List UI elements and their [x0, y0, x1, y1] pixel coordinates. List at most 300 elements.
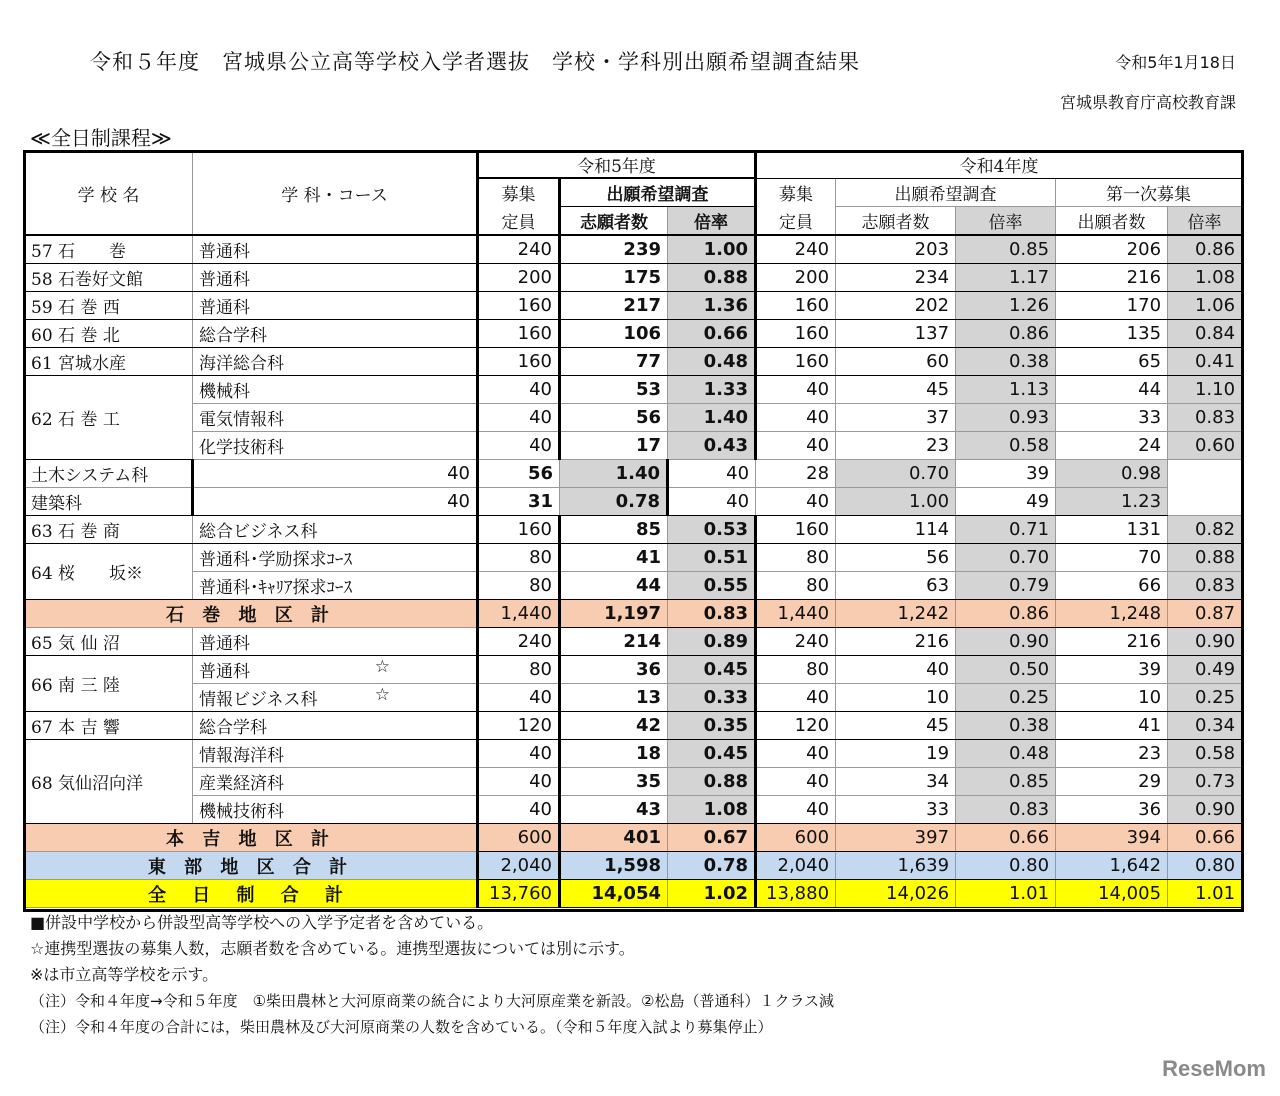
submitted-first: 14,005	[1056, 880, 1168, 908]
ratio-r5: 0.45	[668, 740, 756, 768]
ratio-r5: 0.48	[668, 348, 756, 376]
capacity-r5: 160	[478, 516, 560, 544]
ratio-r4: 0.71	[956, 516, 1056, 544]
capacity-r4: 13,880	[756, 880, 836, 908]
submitted-first: 24	[1056, 432, 1168, 460]
applicants-r4: 114	[836, 516, 956, 544]
course-name	[193, 740, 478, 768]
applicants-r5: 42	[560, 712, 668, 740]
applicants-r4: 397	[836, 824, 956, 852]
header-survey-r4: 出願希望調査	[836, 178, 1056, 207]
applicants-r5: 13	[560, 684, 668, 712]
applicants-r5: 41	[560, 544, 668, 572]
applicants-r4: 23	[836, 432, 956, 460]
ratio-first: 0.60	[1168, 432, 1242, 460]
course-label: 普通科	[199, 634, 250, 654]
submitted-first: 44	[1056, 376, 1168, 404]
capacity-r5: 40	[478, 376, 560, 404]
applicants-r4: 1,639	[836, 852, 956, 880]
ratio-r4: 1.26	[956, 292, 1056, 320]
capacity-r4: 2,040	[756, 852, 836, 880]
table-row	[25, 376, 1242, 404]
course-label: 産業経済科	[199, 774, 284, 794]
applicants-r5: 1,598	[560, 852, 668, 880]
course-name	[193, 712, 478, 740]
capacity-r5: 40	[478, 768, 560, 796]
ratio-first: 0.88	[1168, 544, 1242, 572]
submitted-first: 206	[1056, 235, 1168, 264]
submitted-first: 1,642	[1056, 852, 1168, 880]
header-row-1	[25, 152, 1242, 179]
ratio-first: 0.73	[1168, 768, 1242, 796]
applicants-r4: 216	[836, 628, 956, 656]
ratio-r4: 0.83	[956, 796, 1056, 824]
capacity-r5: 40	[193, 488, 478, 516]
ratio-r4: 0.70	[836, 460, 956, 488]
ratio-r4: 1.01	[956, 880, 1056, 908]
course-label: 総合学科	[199, 326, 267, 346]
ratio-r5: 0.78	[560, 488, 668, 516]
capacity-r5: 160	[478, 320, 560, 348]
ratio-first: 0.98	[1056, 460, 1168, 488]
applicants-r5: 217	[560, 292, 668, 320]
applicants-r5: 106	[560, 320, 668, 348]
ratio-r4: 0.70	[956, 544, 1056, 572]
table-row	[25, 572, 1242, 600]
ratio-first: 0.58	[1168, 740, 1242, 768]
capacity-r5: 40	[478, 432, 560, 460]
table-row	[25, 768, 1242, 796]
applicants-r4: 234	[836, 264, 956, 292]
subtotal-label: 東 部 地 区 合 計	[25, 852, 478, 880]
applicants-r4: 63	[836, 572, 956, 600]
applicants-r5: 56	[478, 460, 560, 488]
submitted-first: 39	[1056, 656, 1168, 684]
table-row	[25, 432, 1242, 460]
capacity-r4: 40	[756, 684, 836, 712]
table-row	[25, 348, 1242, 376]
publish-date: 令和5年1月18日	[1115, 53, 1236, 72]
applicants-r5: 214	[560, 628, 668, 656]
applicants-r4: 56	[836, 544, 956, 572]
header-capacity-r5: 募集	[478, 178, 560, 207]
applicants-r4: 14,026	[836, 880, 956, 908]
resemom-logo: ReseMom	[1162, 1056, 1266, 1081]
course-label: 土木システム科	[31, 466, 149, 486]
ratio-r4: 0.38	[956, 712, 1056, 740]
school-name: 60 石 巻 北	[25, 320, 193, 348]
capacity-r5: 80	[478, 544, 560, 572]
capacity-r4: 160	[756, 292, 836, 320]
applicants-r4: 203	[836, 235, 956, 264]
submitted-first: 1,248	[1056, 600, 1168, 628]
ratio-r5: 0.66	[668, 320, 756, 348]
applicants-r4: 34	[836, 768, 956, 796]
school-name: 68 気仙沼向洋	[25, 740, 193, 824]
ratio-r4: 1.00	[836, 488, 956, 516]
ratio-first: 0.83	[1168, 572, 1242, 600]
applicants-r5: 18	[560, 740, 668, 768]
capacity-r4: 40	[756, 740, 836, 768]
ratio-r5: 0.78	[668, 852, 756, 880]
capacity-r5: 40	[478, 684, 560, 712]
header-ratio-r5: 倍率	[668, 207, 756, 236]
course-label: 機械技術科	[199, 802, 284, 822]
table-row	[25, 460, 1242, 488]
applicants-r5: 239	[560, 235, 668, 264]
submitted-first: 135	[1056, 320, 1168, 348]
subtotal-label: 全 日 制 合 計	[25, 880, 478, 908]
course-name	[193, 572, 478, 600]
capacity-r4: 240	[756, 235, 836, 264]
submitted-first: 70	[1056, 544, 1168, 572]
header-submitted: 出願者数	[1056, 207, 1168, 236]
header-capacity-r5-b: 定員	[478, 207, 560, 236]
capacity-r4: 200	[756, 264, 836, 292]
ratio-r5: 0.33	[668, 684, 756, 712]
ratio-first: 0.82	[1168, 516, 1242, 544]
ratio-r5: 0.88	[668, 264, 756, 292]
results-table	[24, 151, 1242, 908]
submitted-first: 131	[1056, 516, 1168, 544]
submitted-first: 33	[1056, 404, 1168, 432]
ratio-first: 0.86	[1168, 235, 1242, 264]
submitted-first: 170	[1056, 292, 1168, 320]
ratio-first: 0.66	[1168, 824, 1242, 852]
capacity-r4: 80	[756, 572, 836, 600]
course-name	[193, 684, 478, 712]
department: 宮城県教育庁高校教育課	[1059, 93, 1236, 112]
applicants-r5: 401	[560, 824, 668, 852]
ratio-r5: 1.00	[668, 235, 756, 264]
course-name	[193, 432, 478, 460]
capacity-r5: 13,760	[478, 880, 560, 908]
table-row	[25, 796, 1242, 824]
header-capacity-r4-b: 定員	[756, 207, 836, 236]
applicants-r4: 28	[756, 460, 836, 488]
ratio-r5: 0.67	[668, 824, 756, 852]
course-name	[193, 404, 478, 432]
applicants-r5: 56	[560, 404, 668, 432]
table-row	[25, 235, 1242, 264]
ratio-r4: 0.86	[956, 320, 1056, 348]
ratio-r5: 1.36	[668, 292, 756, 320]
ratio-r4: 0.80	[956, 852, 1056, 880]
submitted-first: 216	[1056, 264, 1168, 292]
ratio-first: 1.08	[1168, 264, 1242, 292]
subtotal-label: 本 吉 地 区 計	[25, 824, 478, 852]
table-row	[25, 404, 1242, 432]
capacity-r5: 240	[478, 628, 560, 656]
subtotal-label: 石 巻 地 区 計	[25, 600, 478, 628]
submitted-first: 36	[1056, 796, 1168, 824]
ratio-r4: 0.86	[956, 600, 1056, 628]
section-heading: ≪全日制課程≫	[30, 126, 172, 150]
capacity-r5: 120	[478, 712, 560, 740]
ratio-r5: 0.83	[668, 600, 756, 628]
ratio-r5: 0.88	[668, 768, 756, 796]
applicants-r4: 40	[756, 488, 836, 516]
ratio-r5: 1.08	[668, 796, 756, 824]
capacity-r5: 240	[478, 235, 560, 264]
ratio-r4: 0.93	[956, 404, 1056, 432]
ratio-first: 1.01	[1168, 880, 1242, 908]
ratio-r4: 0.58	[956, 432, 1056, 460]
course-label: 総合ビジネス科	[199, 522, 318, 542]
header-survey-r5: 出願希望調査	[560, 178, 756, 207]
header-first: 第一次募集	[1056, 178, 1242, 207]
course-label: 化学技術科	[199, 438, 284, 458]
course-label: 情報ビジネス科	[199, 690, 318, 710]
table-row	[25, 712, 1242, 740]
applicants-r4: 45	[836, 376, 956, 404]
ratio-r5: 0.35	[668, 712, 756, 740]
ratio-first: 0.41	[1168, 348, 1242, 376]
course-name	[25, 460, 193, 488]
course-label: 総合学科	[199, 718, 267, 738]
ratio-r4: 0.66	[956, 824, 1056, 852]
note-2: ☆連携型選抜の募集人数，志願者数を含めている。連携型選抜については別に示す。	[30, 939, 635, 958]
ratio-r5: 1.33	[668, 376, 756, 404]
capacity-r5: 80	[478, 656, 560, 684]
header-applicants-r4: 志願者数	[836, 207, 956, 236]
capacity-r5: 200	[478, 264, 560, 292]
note-1: ■併設中学校から併設型高等学校への入学予定者を含めている。	[30, 913, 494, 932]
school-name: 63 石 巻 商	[25, 516, 193, 544]
subtotal-row	[25, 852, 1242, 880]
course-label: 普通科･学励探求ｺｰｽ	[199, 550, 352, 570]
small-note-2: （注）令和４年度の合計には，柴田農林及び大河原商業の人数を含めている。（令和５年度入試より募集停止）	[30, 1018, 773, 1036]
submitted-first: 49	[956, 488, 1056, 516]
note-3: ※は市立高等学校を示す。	[30, 965, 219, 984]
ratio-r5: 0.89	[668, 628, 756, 656]
capacity-r4: 40	[756, 768, 836, 796]
table-row	[25, 320, 1242, 348]
header-r5: 令和5年度	[478, 152, 756, 179]
header-capacity-r4: 募集	[756, 178, 836, 207]
applicants-r5: 35	[560, 768, 668, 796]
capacity-r5: 80	[478, 572, 560, 600]
ratio-first: 0.25	[1168, 684, 1242, 712]
capacity-r4: 240	[756, 628, 836, 656]
applicants-r4: 19	[836, 740, 956, 768]
course-label: 建築科	[31, 494, 82, 514]
applicants-r4: 45	[836, 712, 956, 740]
ratio-r5: 0.55	[668, 572, 756, 600]
school-name: 61 宮城水産	[25, 348, 193, 376]
ratio-r4: 0.50	[956, 656, 1056, 684]
applicants-r5: 85	[560, 516, 668, 544]
applicants-r5: 14,054	[560, 880, 668, 908]
ratio-r5: 1.40	[668, 404, 756, 432]
school-name: 66 南 三 陸	[25, 656, 193, 712]
subtotal-row	[25, 880, 1242, 908]
applicants-r4: 37	[836, 404, 956, 432]
school-name: 59 石 巻 西	[25, 292, 193, 320]
course-name	[193, 628, 478, 656]
course-label: 普通科	[199, 242, 250, 262]
course-name	[193, 376, 478, 404]
applicants-r5: 36	[560, 656, 668, 684]
notes	[30, 910, 834, 1040]
applicants-r5: 17	[560, 432, 668, 460]
table-row	[25, 740, 1242, 768]
header-course: 学 科・コース	[193, 152, 478, 236]
capacity-r4: 80	[756, 544, 836, 572]
table-row	[25, 292, 1242, 320]
submitted-first: 65	[1056, 348, 1168, 376]
capacity-r5: 40	[478, 796, 560, 824]
subtotal-row	[25, 600, 1242, 628]
applicants-r4: 1,242	[836, 600, 956, 628]
ratio-r5: 1.40	[560, 460, 668, 488]
course-name	[193, 264, 478, 292]
capacity-r4: 40	[756, 796, 836, 824]
school-name: 67 本 吉 響	[25, 712, 193, 740]
applicants-r5: 53	[560, 376, 668, 404]
small-note-1: （注）令和４年度→令和５年度 ①柴田農林と大河原商業の統合により大河原産業を新設。②松島（普通科）１クラス減	[30, 992, 835, 1010]
capacity-r4: 160	[756, 320, 836, 348]
course-label: 情報海洋科	[199, 746, 284, 766]
school-name: 64 桜 坂※	[25, 544, 193, 600]
applicants-r4: 10	[836, 684, 956, 712]
capacity-r5: 160	[478, 348, 560, 376]
header-r4: 令和4年度	[756, 152, 1242, 179]
submitted-first: 29	[1056, 768, 1168, 796]
course-label: 普通科･ｷｬﾘｱ探求ｺｰｽ	[199, 578, 352, 598]
ratio-r4: 0.48	[956, 740, 1056, 768]
ratio-first: 0.34	[1168, 712, 1242, 740]
course-label: 電気情報科	[199, 410, 284, 430]
ratio-first: 1.06	[1168, 292, 1242, 320]
capacity-r4: 120	[756, 712, 836, 740]
capacity-r4: 160	[756, 348, 836, 376]
table-row	[25, 516, 1242, 544]
ratio-r5: 0.53	[668, 516, 756, 544]
ratio-r4: 0.79	[956, 572, 1056, 600]
school-name: 58 石巻好文館	[25, 264, 193, 292]
header-school: 学 校 名	[25, 152, 193, 236]
submitted-first: 394	[1056, 824, 1168, 852]
subtotal-row	[25, 824, 1242, 852]
ratio-r4: 0.90	[956, 628, 1056, 656]
capacity-r5: 600	[478, 824, 560, 852]
applicants-r4: 137	[836, 320, 956, 348]
applicants-r5: 31	[478, 488, 560, 516]
course-name	[193, 348, 478, 376]
capacity-r4: 160	[756, 516, 836, 544]
capacity-r4: 40	[756, 432, 836, 460]
school-name: 57 石 巻	[25, 235, 193, 264]
applicants-r4: 202	[836, 292, 956, 320]
ratio-first: 0.80	[1168, 852, 1242, 880]
applicants-r4: 40	[836, 656, 956, 684]
school-name: 62 石 巻 工	[25, 376, 193, 460]
ratio-first: 0.90	[1168, 628, 1242, 656]
ratio-first: 1.23	[1056, 488, 1168, 516]
ratio-r5: 0.45	[668, 656, 756, 684]
course-name	[193, 292, 478, 320]
ratio-first: 0.87	[1168, 600, 1242, 628]
ratio-first: 0.90	[1168, 796, 1242, 824]
capacity-r4: 40	[756, 376, 836, 404]
submitted-first: 66	[1056, 572, 1168, 600]
capacity-r5: 40	[478, 404, 560, 432]
table-row	[25, 488, 1242, 516]
course-name	[25, 488, 193, 516]
applicants-r5: 1,197	[560, 600, 668, 628]
applicants-r5: 175	[560, 264, 668, 292]
submitted-first: 41	[1056, 712, 1168, 740]
course-name	[193, 796, 478, 824]
applicants-r5: 77	[560, 348, 668, 376]
course-name	[193, 235, 478, 264]
ratio-r4: 0.85	[956, 768, 1056, 796]
course-label: 機械科	[199, 382, 250, 402]
ratio-r4: 1.17	[956, 264, 1056, 292]
applicants-r4: 60	[836, 348, 956, 376]
ratio-first: 0.49	[1168, 656, 1242, 684]
star-mark: ☆	[374, 657, 390, 677]
submitted-first: 10	[1056, 684, 1168, 712]
applicants-r4: 33	[836, 796, 956, 824]
course-name	[193, 320, 478, 348]
submitted-first: 39	[956, 460, 1056, 488]
star-mark: ☆	[374, 685, 390, 705]
capacity-r4: 40	[668, 488, 756, 516]
capacity-r5: 2,040	[478, 852, 560, 880]
course-name	[193, 544, 478, 572]
header-applicants-r5: 志願者数	[560, 207, 668, 236]
ratio-first: 1.10	[1168, 376, 1242, 404]
course-name	[193, 656, 478, 684]
capacity-r5: 160	[478, 292, 560, 320]
ratio-r5: 0.51	[668, 544, 756, 572]
capacity-r5: 40	[193, 460, 478, 488]
ratio-first: 0.84	[1168, 320, 1242, 348]
submitted-first: 23	[1056, 740, 1168, 768]
header-ratio-first: 倍率	[1168, 207, 1242, 236]
school-name: 65 気 仙 沼	[25, 628, 193, 656]
capacity-r4: 1,440	[756, 600, 836, 628]
ratio-r5: 1.02	[668, 880, 756, 908]
submitted-first: 216	[1056, 628, 1168, 656]
capacity-r4: 40	[668, 460, 756, 488]
table-row	[25, 544, 1242, 572]
capacity-r5: 40	[478, 740, 560, 768]
header-ratio-r4: 倍率	[956, 207, 1056, 236]
ratio-r4: 0.85	[956, 235, 1056, 264]
capacity-r4: 40	[756, 404, 836, 432]
course-label: 普通科	[199, 270, 250, 290]
course-name	[193, 768, 478, 796]
table-row	[25, 656, 1242, 684]
capacity-r4: 600	[756, 824, 836, 852]
ratio-r4: 0.38	[956, 348, 1056, 376]
table-row	[25, 264, 1242, 292]
capacity-r4: 80	[756, 656, 836, 684]
course-label: 海洋総合科	[199, 354, 284, 374]
applicants-r5: 43	[560, 796, 668, 824]
page-title: 令和５年度 宮城県公立高等学校入学者選抜 学校・学科別出願希望調査結果	[90, 50, 860, 74]
applicants-r5: 44	[560, 572, 668, 600]
capacity-r5: 1,440	[478, 600, 560, 628]
ratio-r5: 0.43	[668, 432, 756, 460]
table-row	[25, 628, 1242, 656]
course-label: 普通科	[199, 662, 250, 682]
ratio-first: 0.83	[1168, 404, 1242, 432]
course-label: 普通科	[199, 298, 250, 318]
